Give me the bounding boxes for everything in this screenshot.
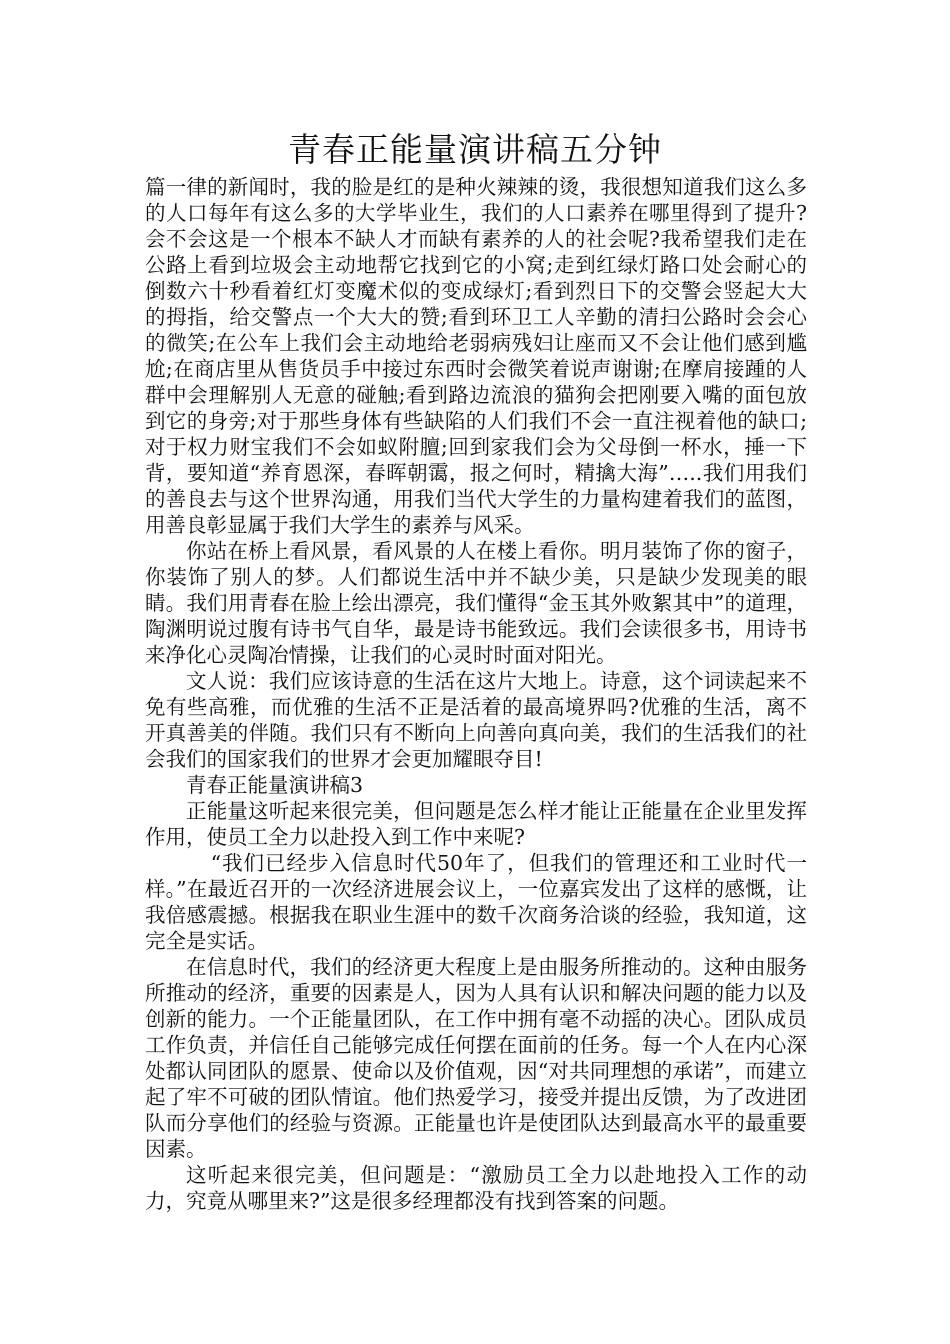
document-title: 青春正能量演讲稿五分钟	[288, 130, 662, 169]
paragraph-1: 篇一律的新闻时，我的脸是红的是种火辣辣的烫，我很想知道我们这么多的人口每年有这么多的大学毕业生，我们的人口素养在哪里得到了提升?会不会这是一个根本不缺人才而缺有素养的人的社会呢?我希望我们走在公路上看到垃圾会主动地帮它找到它的小窝;走到红绿灯路口处会耐心的倒数六十秒看着红灯变魔术似的变成绿灯;看到烈日下的交警会竖起大大的拇指，给交警点一个大大的赞;看到环卫工人辛勤的清扫公路时会会心的微笑;在公车上我们会主动地给老弱病残妇让座而又不会让他们感到尴尬;在商店里从售货员手中接过东西时会微笑着说声谢谢;在摩肩接踵的人群中会理解别人无意的碰触;看到路边流浪的猫狗会把刚要入嘴的面包放到它的身旁;对于那些身体有些缺陷的人们我们不会一直注视着他的缺口;对于权力财宝我们不会如蚁附膻;回到家我们会为父母倒一杯水，捶一下背，要知道“养育恩深，春晖朝霭，报之何时，精擒大海”…..我们用我们的善良去与这个世界沟通，用我们当代大学生的力量构建着我们的蓝图，用善良彰显属于我们大学生的素养与风采。	[145, 175, 807, 537]
paragraph-5: “我们已经步入信息时代50年了，但我们的管理还和工业时代一样。”在最近召开的一次经济进展会议上，一位嘉宾发出了这样的感慨，让我倍感震撼。根据我在职业生涯中的数千次商务洽谈的经验，我知道，这完全是实话。	[145, 851, 807, 953]
section-heading: 青春正能量演讲稿3	[186, 773, 364, 797]
paragraph-2: 你站在桥上看风景，看风景的人在楼上看你。明月装饰了你的窗子，你装饰了别人的梦。人们都说生活中并不缺少美，只是缺少发现美的眼睛。我们用青春在脸上绘出漂亮，我们懂得“金玉其外败絮其中”的道理，陶渊明说过腹有诗书气自华，最是诗书能致远。我们会读很多书，用诗书来净化心灵陶冶情操，让我们的心灵时时面对阳光。	[145, 539, 807, 667]
paragraph-7: 这听起来很完美，但问题是：“激励员工全力以赴地投入工作的动力，究竟从哪里来?”这是很多经理都没有找到答案的问题。	[145, 1163, 807, 1213]
document-body	[145, 174, 807, 1214]
paragraph-4: 正能量这听起来很完美，但问题是怎么样才能让正能量在企业里发挥作用，使员工全力以赴投入到工作中来呢?	[145, 799, 807, 849]
paragraph-6: 在信息时代，我们的经济更大程度上是由服务所推动的。这种由服务所推动的经济，重要的因素是人，因为人具有认识和解决问题的能力以及创新的能力。一个正能量团队，在工作中拥有毫不动摇的决心。团队成员工作负责，并信任自己能够完成任何摆在面前的任务。每一个人在内心深处都认同团队的愿景、使命以及价值观，因“对共同理想的承诺”，而建立起了牢不可破的团队情谊。他们热爱学习，接受并提出反馈，为了改进团队而分享他们的经验与资源。正能量也许是使团队达到最高水平的最重要因素。	[145, 955, 807, 1161]
paragraph-3: 文人说：我们应该诗意的生活在这片大地上。诗意，这个词读起来不免有些高雅，而优雅的生活不正是活着的最高境界吗?优雅的生活，离不开真善美的伴随。我们只有不断向上向善向真向美，我们的生活我们的社会我们的国家我们的世界才会更加耀眼夺目!	[145, 669, 807, 771]
